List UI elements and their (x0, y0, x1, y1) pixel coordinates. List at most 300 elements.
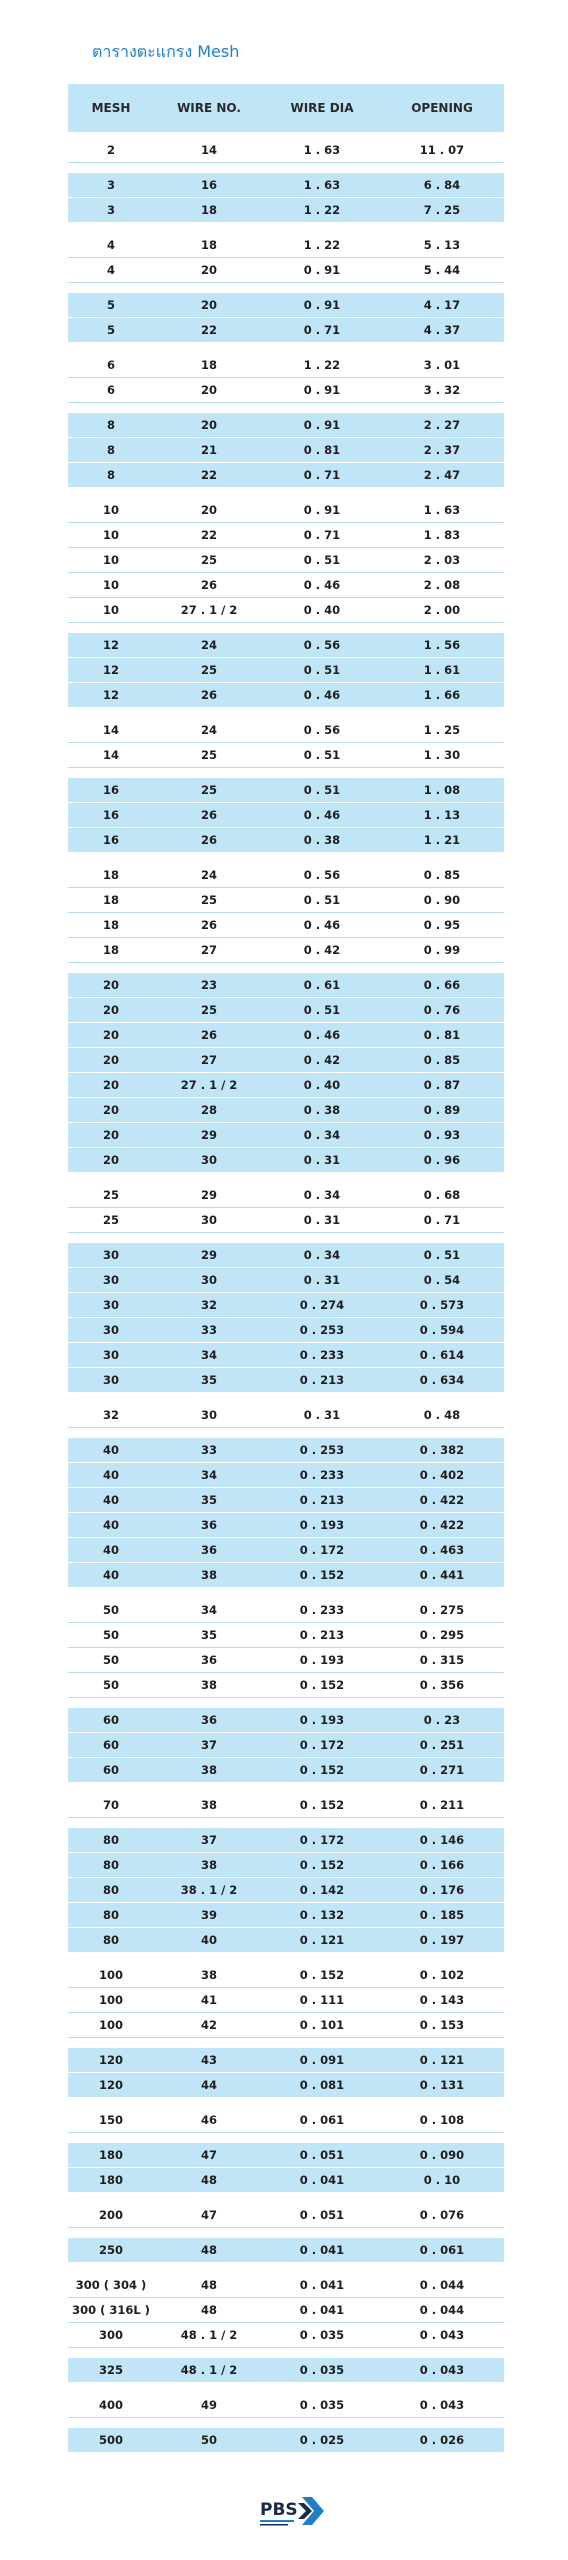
cell-wire-no: 26 (200, 688, 217, 702)
cell-wire-dia: 0 . 172 (299, 1833, 345, 1847)
cell-wire-dia: 0 . 31 (303, 1408, 341, 1422)
cell-mesh: 16 (102, 833, 119, 847)
cell-mesh: 10 (102, 503, 119, 517)
cell-mesh: 40 (102, 1443, 119, 1457)
cell-opening: 0 . 295 (419, 1628, 465, 1642)
cell-opening: 0 . 382 (419, 1443, 465, 1457)
cell-wire-no: 22 (200, 323, 217, 337)
table-row (68, 138, 504, 163)
cell-mesh: 3 (106, 178, 115, 192)
cell-opening: 7 . 25 (423, 203, 461, 217)
table-row (68, 463, 504, 488)
cell-wire-no: 25 (200, 748, 217, 762)
cell-wire-dia: 0 . 71 (303, 468, 341, 482)
table-row (68, 1073, 504, 1098)
cell-wire-no: 48 (200, 2173, 217, 2187)
table-row (68, 378, 504, 403)
cell-mesh: 325 (98, 2363, 123, 2377)
cell-mesh: 400 (98, 2398, 123, 2412)
cell-wire-no: 38 (200, 1858, 217, 1872)
table-row (68, 1708, 504, 1733)
cell-wire-dia: 0 . 56 (303, 638, 341, 652)
table-row (68, 1318, 504, 1343)
pbs-logo (258, 2493, 328, 2533)
cell-opening: 0 . 422 (419, 1493, 465, 1507)
table-row (68, 1368, 504, 1393)
cell-opening: 0 . 68 (423, 1188, 461, 1202)
cell-opening: 2 . 27 (423, 418, 461, 432)
table-row (68, 828, 504, 853)
cell-opening: 1 . 56 (423, 638, 461, 652)
cell-mesh: 50 (102, 1603, 119, 1617)
cell-mesh: 60 (102, 1738, 119, 1752)
cell-mesh: 30 (102, 1323, 119, 1337)
header-wire-dia: WIRE DIA (290, 101, 354, 115)
cell-mesh: 300 (98, 2328, 123, 2342)
cell-wire-no: 48 (200, 2243, 217, 2257)
table-row (68, 633, 504, 658)
cell-mesh: 8 (106, 418, 115, 432)
cell-mesh: 12 (102, 638, 119, 652)
cell-wire-no: 25 (200, 553, 217, 567)
cell-wire-dia: 0 . 213 (299, 1373, 345, 1387)
cell-wire-no: 20 (200, 263, 217, 277)
cell-wire-dia: 0 . 91 (303, 298, 341, 312)
cell-opening: 0 . 143 (419, 1993, 465, 2007)
cell-mesh: 80 (102, 1933, 119, 1947)
cell-wire-dia: 0 . 31 (303, 1213, 341, 1227)
cell-mesh: 14 (102, 723, 119, 737)
cell-opening: 1 . 25 (423, 723, 461, 737)
table-row (68, 1403, 504, 1428)
cell-wire-no: 36 (200, 1653, 217, 1667)
cell-wire-dia: 0 . 233 (299, 1348, 345, 1362)
cell-wire-dia: 0 . 035 (299, 2398, 345, 2412)
cell-wire-dia: 0 . 40 (303, 1078, 341, 1092)
cell-opening: 1 . 13 (423, 808, 461, 822)
cell-opening: 3 . 01 (423, 358, 461, 372)
cell-wire-dia: 0 . 31 (303, 1273, 341, 1287)
cell-opening: 2 . 08 (423, 578, 461, 592)
table-row (68, 2428, 504, 2453)
cell-wire-no: 48 . 1 / 2 (180, 2363, 238, 2377)
cell-opening: 0 . 043 (419, 2398, 465, 2412)
cell-mesh: 20 (102, 1128, 119, 1142)
cell-wire-dia: 0 . 34 (303, 1188, 341, 1202)
table-row (68, 438, 504, 463)
cell-wire-no: 43 (200, 2053, 217, 2067)
cell-opening: 0 . 121 (419, 2053, 465, 2067)
cell-mesh: 80 (102, 1908, 119, 1922)
table-row (68, 888, 504, 913)
cell-opening: 1 . 61 (423, 663, 461, 677)
table-row (68, 2168, 504, 2193)
cell-opening: 0 . 090 (419, 2148, 465, 2162)
cell-opening: 0 . 48 (423, 1408, 461, 1422)
cell-opening: 0 . 85 (423, 868, 461, 882)
cell-opening: 0 . 594 (419, 1323, 465, 1337)
table-row (68, 598, 504, 623)
table-row (68, 573, 504, 598)
cell-wire-dia: 0 . 38 (303, 1103, 341, 1117)
cell-wire-dia: 0 . 46 (303, 688, 341, 702)
table-row (68, 2273, 504, 2298)
cell-opening: 0 . 71 (423, 1213, 461, 1227)
cell-opening: 0 . 061 (419, 2243, 465, 2257)
cell-wire-dia: 0 . 152 (299, 1858, 345, 1872)
cell-wire-dia: 1 . 22 (303, 238, 341, 252)
cell-opening: 0 . 108 (419, 2113, 465, 2127)
table-row (68, 1208, 504, 1233)
cell-wire-dia: 0 . 91 (303, 383, 341, 397)
cell-wire-dia: 0 . 56 (303, 868, 341, 882)
cell-mesh: 25 (102, 1188, 119, 1202)
cell-wire-no: 47 (200, 2208, 217, 2222)
cell-mesh: 2 (106, 143, 115, 157)
table-row (68, 413, 504, 438)
cell-mesh: 250 (98, 2243, 123, 2257)
cell-wire-dia: 0 . 051 (299, 2208, 345, 2222)
cell-opening: 0 . 044 (419, 2303, 465, 2317)
cell-wire-dia: 0 . 041 (299, 2243, 345, 2257)
cell-wire-dia: 0 . 71 (303, 323, 341, 337)
cell-opening: 1 . 66 (423, 688, 461, 702)
table-row (68, 1963, 504, 1988)
cell-mesh: 8 (106, 443, 115, 457)
cell-wire-no: 37 (200, 1738, 217, 1752)
cell-opening: 0 . 422 (419, 1518, 465, 1532)
table-row (68, 523, 504, 548)
cell-opening: 1 . 08 (423, 783, 461, 797)
table-row (68, 1828, 504, 1853)
cell-wire-dia: 1 . 63 (303, 143, 341, 157)
cell-wire-no: 32 (200, 1298, 217, 1312)
table-row (68, 1928, 504, 1953)
header-opening: OPENING (411, 101, 473, 115)
cell-wire-no: 21 (200, 443, 217, 457)
table-row (68, 1268, 504, 1293)
cell-mesh: 5 (106, 323, 115, 337)
cell-wire-no: 36 (200, 1518, 217, 1532)
table-row (68, 1293, 504, 1318)
cell-mesh: 120 (98, 2078, 123, 2092)
cell-opening: 0 . 85 (423, 1053, 461, 1067)
cell-wire-dia: 0 . 71 (303, 528, 341, 542)
cell-wire-no: 30 (200, 1273, 217, 1287)
cell-mesh: 20 (102, 1078, 119, 1092)
cell-wire-no: 27 (200, 943, 217, 957)
table-row (68, 1878, 504, 1903)
table-row (68, 2048, 504, 2073)
cell-opening: 0 . 93 (423, 1128, 461, 1142)
cell-mesh: 150 (98, 2113, 123, 2127)
cell-opening: 0 . 402 (419, 1468, 465, 1482)
cell-mesh: 10 (102, 578, 119, 592)
cell-wire-no: 49 (200, 2398, 217, 2412)
cell-wire-dia: 0 . 193 (299, 1518, 345, 1532)
cell-mesh: 30 (102, 1273, 119, 1287)
table-row (68, 1098, 504, 1123)
cell-wire-no: 24 (200, 723, 217, 737)
cell-mesh: 300 ( 304 ) (75, 2278, 147, 2292)
table-row (68, 1183, 504, 1208)
cell-opening: 0 . 66 (423, 978, 461, 992)
cell-wire-dia: 0 . 152 (299, 1568, 345, 1582)
cell-wire-no: 20 (200, 298, 217, 312)
cell-wire-no: 38 (200, 1968, 217, 1982)
cell-mesh: 50 (102, 1628, 119, 1642)
cell-wire-no: 20 (200, 383, 217, 397)
table-row (68, 2143, 504, 2168)
cell-wire-no: 34 (200, 1468, 217, 1482)
cell-wire-dia: 0 . 91 (303, 503, 341, 517)
cell-wire-dia: 1 . 63 (303, 178, 341, 192)
header-mesh: MESH (91, 101, 131, 115)
cell-wire-no: 18 (200, 358, 217, 372)
cell-wire-dia: 1 . 22 (303, 358, 341, 372)
cell-wire-no: 44 (200, 2078, 217, 2092)
cell-wire-no: 36 (200, 1713, 217, 1727)
cell-opening: 0 . 271 (419, 1763, 465, 1777)
cell-wire-dia: 0 . 172 (299, 1543, 345, 1557)
cell-wire-dia: 0 . 34 (303, 1248, 341, 1262)
cell-mesh: 500 (98, 2433, 123, 2447)
cell-opening: 1 . 63 (423, 503, 461, 517)
cell-wire-no: 33 (200, 1323, 217, 1337)
cell-opening: 1 . 30 (423, 748, 461, 762)
cell-mesh: 25 (102, 1213, 119, 1227)
cell-opening: 0 . 185 (419, 1908, 465, 1922)
cell-mesh: 40 (102, 1468, 119, 1482)
cell-wire-no: 22 (200, 468, 217, 482)
cell-wire-no: 38 (200, 1798, 217, 1812)
cell-wire-dia: 0 . 42 (303, 1053, 341, 1067)
cell-wire-dia: 0 . 51 (303, 783, 341, 797)
cell-wire-no: 29 (200, 1128, 217, 1142)
cell-wire-dia: 0 . 051 (299, 2148, 345, 2162)
cell-mesh: 32 (102, 1408, 119, 1422)
table-row (68, 658, 504, 683)
cell-mesh: 70 (102, 1798, 119, 1812)
table-row (68, 1623, 504, 1648)
table-row (68, 1598, 504, 1623)
cell-mesh: 10 (102, 528, 119, 542)
cell-wire-dia: 0 . 041 (299, 2278, 345, 2292)
cell-wire-no: 48 (200, 2278, 217, 2292)
cell-wire-no: 29 (200, 1188, 217, 1202)
cell-wire-dia: 0 . 56 (303, 723, 341, 737)
cell-wire-no: 26 (200, 918, 217, 932)
cell-opening: 6 . 84 (423, 178, 461, 192)
table-row (68, 1793, 504, 1818)
cell-opening: 0 . 102 (419, 1968, 465, 1982)
cell-wire-no: 16 (200, 178, 217, 192)
cell-opening: 0 . 356 (419, 1678, 465, 1692)
cell-wire-no: 27 (200, 1053, 217, 1067)
cell-opening: 0 . 54 (423, 1273, 461, 1287)
cell-wire-dia: 0 . 081 (299, 2078, 345, 2092)
cell-opening: 5 . 13 (423, 238, 461, 252)
cell-opening: 0 . 211 (419, 1798, 465, 1812)
cell-mesh: 18 (102, 943, 119, 957)
table-row (68, 2358, 504, 2383)
cell-wire-no: 30 (200, 1153, 217, 1167)
cell-mesh: 180 (98, 2173, 123, 2187)
table-row (68, 258, 504, 283)
cell-opening: 0 . 634 (419, 1373, 465, 1387)
cell-wire-no: 25 (200, 1003, 217, 1017)
table-row (68, 803, 504, 828)
cell-wire-no: 38 (200, 1678, 217, 1692)
cell-wire-dia: 1 . 22 (303, 203, 341, 217)
cell-mesh: 18 (102, 893, 119, 907)
cell-wire-dia: 0 . 274 (299, 1298, 345, 1312)
cell-mesh: 3 (106, 203, 115, 217)
cell-wire-dia: 0 . 61 (303, 978, 341, 992)
table-row (68, 778, 504, 803)
cell-opening: 0 . 153 (419, 2018, 465, 2032)
cell-wire-dia: 0 . 233 (299, 1468, 345, 1482)
cell-wire-no: 40 (200, 1933, 217, 1947)
table-row (68, 2238, 504, 2263)
cell-wire-dia: 0 . 035 (299, 2328, 345, 2342)
cell-opening: 0 . 251 (419, 1738, 465, 1752)
cell-mesh: 40 (102, 1493, 119, 1507)
cell-wire-dia: 0 . 152 (299, 1678, 345, 1692)
cell-wire-dia: 0 . 31 (303, 1153, 341, 1167)
cell-wire-no: 35 (200, 1628, 217, 1642)
cell-mesh: 40 (102, 1568, 119, 1582)
cell-mesh: 10 (102, 553, 119, 567)
cell-mesh: 80 (102, 1858, 119, 1872)
cell-wire-no: 41 (200, 1993, 217, 2007)
cell-opening: 0 . 146 (419, 1833, 465, 1847)
cell-wire-no: 42 (200, 2018, 217, 2032)
cell-wire-no: 34 (200, 1603, 217, 1617)
cell-wire-dia: 0 . 132 (299, 1908, 345, 1922)
cell-mesh: 10 (102, 603, 119, 617)
cell-opening: 0 . 99 (423, 943, 461, 957)
cell-wire-no: 25 (200, 893, 217, 907)
cell-wire-no: 22 (200, 528, 217, 542)
cell-opening: 0 . 10 (423, 2173, 461, 2187)
cell-mesh: 5 (106, 298, 115, 312)
cell-wire-dia: 0 . 061 (299, 2113, 345, 2127)
cell-wire-dia: 0 . 142 (299, 1883, 345, 1897)
cell-opening: 0 . 441 (419, 1568, 465, 1582)
cell-wire-dia: 0 . 041 (299, 2303, 345, 2317)
cell-wire-no: 35 (200, 1493, 217, 1507)
table-row (68, 1343, 504, 1368)
cell-wire-no: 20 (200, 503, 217, 517)
cell-wire-no: 25 (200, 663, 217, 677)
cell-opening: 1 . 21 (423, 833, 461, 847)
cell-mesh: 50 (102, 1678, 119, 1692)
cell-mesh: 12 (102, 663, 119, 677)
table-row (68, 938, 504, 963)
cell-opening: 4 . 17 (423, 298, 461, 312)
cell-wire-no: 25 (200, 783, 217, 797)
cell-wire-dia: 0 . 025 (299, 2433, 345, 2447)
cell-mesh: 80 (102, 1833, 119, 1847)
cell-mesh: 20 (102, 1153, 119, 1167)
cell-opening: 0 . 131 (419, 2078, 465, 2092)
cell-opening: 3 . 32 (423, 383, 461, 397)
cell-wire-no: 48 . 1 / 2 (180, 2328, 238, 2342)
cell-wire-no: 26 (200, 808, 217, 822)
cell-opening: 1 . 83 (423, 528, 461, 542)
cell-wire-dia: 0 . 51 (303, 1003, 341, 1017)
table-row (68, 1733, 504, 1758)
cell-opening: 2 . 47 (423, 468, 461, 482)
table-row (68, 2323, 504, 2348)
cell-mesh: 40 (102, 1518, 119, 1532)
pbs-logo-text: PBS (260, 2500, 298, 2520)
cell-opening: 0 . 76 (423, 1003, 461, 1017)
cell-wire-no: 30 (200, 1213, 217, 1227)
cell-mesh: 18 (102, 918, 119, 932)
table-row (68, 1513, 504, 1538)
cell-wire-no: 36 (200, 1543, 217, 1557)
cell-opening: 0 . 275 (419, 1603, 465, 1617)
cell-wire-dia: 0 . 193 (299, 1653, 345, 1667)
table-row (68, 2298, 504, 2323)
cell-mesh: 16 (102, 808, 119, 822)
table-row (68, 863, 504, 888)
cell-wire-no: 30 (200, 1408, 217, 1422)
table-header (68, 84, 504, 132)
table-row (68, 1648, 504, 1673)
table-row (68, 1023, 504, 1048)
cell-opening: 0 . 614 (419, 1348, 465, 1362)
mesh-table (68, 84, 504, 2463)
cell-wire-no: 27 . 1 / 2 (180, 603, 238, 617)
cell-wire-dia: 0 . 46 (303, 918, 341, 932)
cell-wire-dia: 0 . 101 (299, 2018, 345, 2032)
cell-opening: 4 . 37 (423, 323, 461, 337)
cell-wire-dia: 0 . 42 (303, 943, 341, 957)
cell-mesh: 120 (98, 2053, 123, 2067)
cell-opening: 0 . 044 (419, 2278, 465, 2292)
cell-wire-no: 26 (200, 578, 217, 592)
cell-opening: 0 . 95 (423, 918, 461, 932)
cell-opening: 0 . 81 (423, 1028, 461, 1042)
cell-mesh: 60 (102, 1763, 119, 1777)
cell-wire-no: 24 (200, 638, 217, 652)
cell-mesh: 30 (102, 1373, 119, 1387)
cell-wire-dia: 0 . 51 (303, 893, 341, 907)
cell-mesh: 14 (102, 748, 119, 762)
cell-mesh: 4 (106, 238, 115, 252)
cell-wire-dia: 0 . 152 (299, 1763, 345, 1777)
cell-wire-dia: 0 . 121 (299, 1933, 345, 1947)
cell-mesh: 20 (102, 1103, 119, 1117)
cell-wire-dia: 0 . 152 (299, 1798, 345, 1812)
cell-opening: 0 . 90 (423, 893, 461, 907)
cell-mesh: 100 (98, 1968, 123, 1982)
cell-wire-dia: 0 . 213 (299, 1493, 345, 1507)
table-row (68, 1538, 504, 1563)
table-row (68, 2073, 504, 2098)
table-row (68, 198, 504, 223)
cell-wire-dia: 0 . 091 (299, 2053, 345, 2067)
cell-wire-no: 26 (200, 1028, 217, 1042)
cell-mesh: 20 (102, 978, 119, 992)
cell-wire-dia: 0 . 041 (299, 2173, 345, 2187)
cell-mesh: 80 (102, 1883, 119, 1897)
cell-mesh: 20 (102, 1053, 119, 1067)
cell-opening: 0 . 51 (423, 1248, 461, 1262)
